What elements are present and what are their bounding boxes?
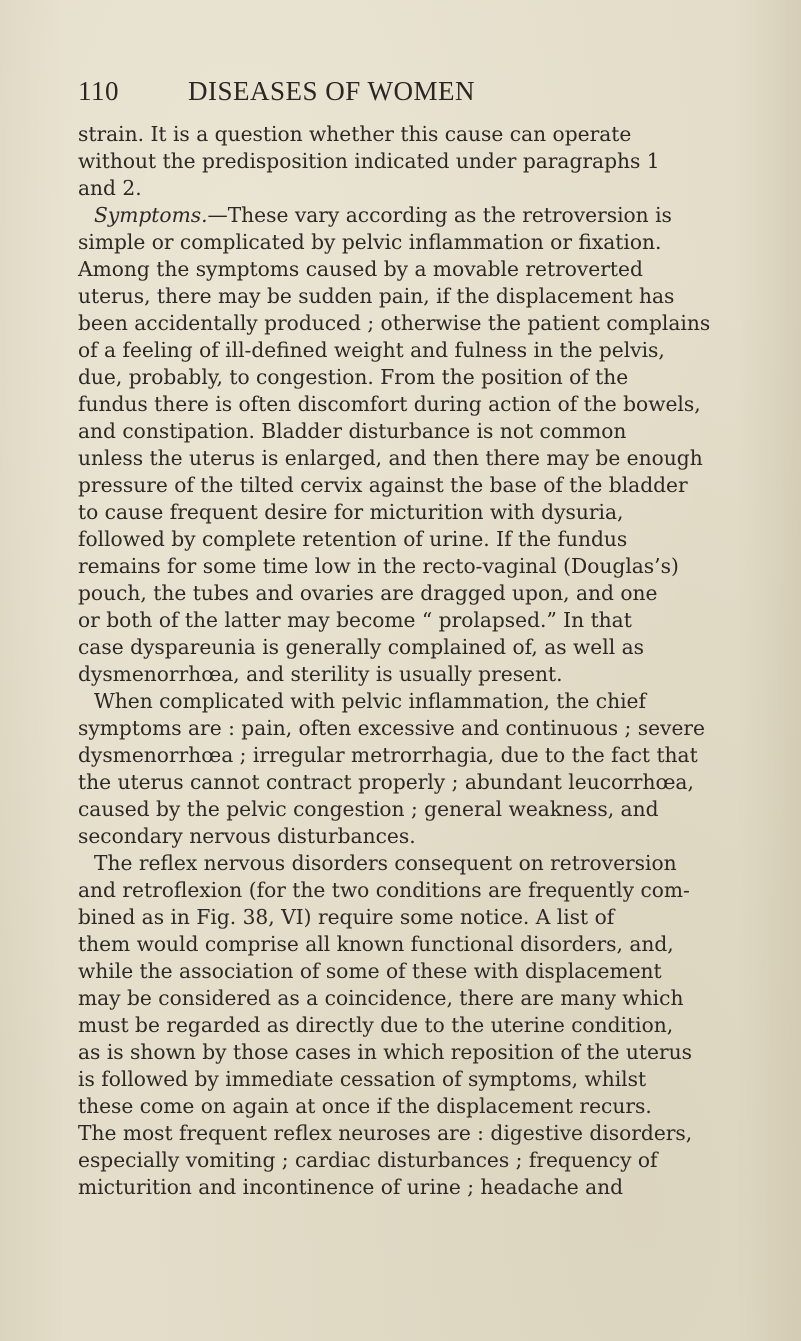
text-line: them would comprise all known functional disorders, and, — [78, 932, 674, 956]
text-line: case dyspareunia is generally complained of, as well as — [78, 635, 644, 659]
text-line: strain. It is a question whether this cause can operate — [78, 122, 632, 146]
text-line: these come on again at once if the displacement recurs. — [78, 1094, 652, 1118]
page-number: 110 — [78, 76, 119, 106]
text-line: The most frequent reflex neuroses are : digestive disorders, — [78, 1121, 693, 1145]
text-line: dysmenorrhœa ; irregular metrorrhagia, due to the fact that — [78, 743, 698, 767]
text-line: without the predisposition indicated under paragraphs 1 — [78, 149, 660, 173]
text-line: been accidentally produced ; otherwise the patient complains — [78, 311, 711, 335]
text-line: uterus, there may be sudden pain, if the displacement has — [78, 284, 675, 308]
text-line: as is shown by those cases in which reposition of the uterus — [78, 1040, 692, 1064]
text-line: pouch, the tubes and ovaries are dragged upon, and one — [78, 581, 658, 605]
running-title: DISEASES OF WOMEN — [188, 76, 476, 106]
text-line: followed by complete retention of urine. If the fundus — [78, 527, 628, 551]
text-line: due, probably, to congestion. From the position of the — [78, 365, 629, 389]
text-line: unless the uterus is enlarged, and then there may be enough — [78, 446, 703, 470]
text-line: micturition and incontinence of urine ; headache and — [78, 1175, 624, 1199]
text-line: symptoms are : pain, often excessive and continuous ; severe — [78, 716, 705, 740]
paragraph-continuation — [78, 121, 660, 202]
text-line: bined as in Fig. 38, VI) require some notice. A list of — [78, 905, 615, 929]
text-line: simple or complicated by pelvic inflammation or fixation. — [78, 230, 662, 254]
body-text — [78, 121, 711, 1201]
text-line: remains for some time low in the recto-vaginal (Douglas’s) — [78, 554, 679, 578]
text-line: may be considered as a coincidence, there are many which — [78, 986, 684, 1010]
paragraph-reflex-disorders — [78, 850, 693, 1201]
text-line: The reflex nervous disorders consequent on retroversion — [94, 851, 677, 875]
text-line: and retroflexion (for the two conditions are frequently com- — [78, 878, 690, 902]
text-line: to cause frequent desire for micturition with dysuria, — [78, 500, 624, 524]
text-line: is followed by immediate cessation of symptoms, whilst — [78, 1067, 647, 1091]
text-line: secondary nervous disturbances. — [78, 824, 416, 848]
text-line: especially vomiting ; cardiac disturbances ; frequency of — [78, 1148, 658, 1172]
text-line: fundus there is often discomfort during action of the bowels, — [78, 392, 701, 416]
text-line: of a feeling of ill-defined weight and fulness in the pelvis, — [78, 338, 665, 362]
text-line: the uterus cannot contract properly ; abundant leucorrhœa, — [78, 770, 694, 794]
paragraph-symptoms — [78, 202, 711, 688]
paragraph-complications — [78, 688, 705, 850]
text-line: or both of the latter may become “ prolapsed.” In that — [78, 608, 632, 632]
text-line: must be regarded as directly due to the uterine condition, — [78, 1013, 674, 1037]
text-line: caused by the pelvic congestion ; general weakness, and — [78, 797, 659, 821]
text-line: while the association of some of these with displacement — [78, 959, 662, 983]
text-line: pressure of the tilted cervix against the base of the bladder — [78, 473, 688, 497]
text-line: Among the symptoms caused by a movable retroverted — [78, 257, 643, 281]
text-line-rest: —These vary according as the retroversion is — [207, 203, 672, 227]
running-head — [78, 76, 488, 116]
text-line: When complicated with pelvic inflammation, the chief — [94, 689, 646, 713]
text-line: dysmenorrhœa, and sterility is usually present. — [78, 662, 563, 686]
text-line: and 2. — [78, 176, 142, 200]
text-line-lead — [78, 202, 672, 229]
text-line: and constipation. Bladder disturbance is not common — [78, 419, 627, 443]
section-heading-italic: Symptoms. — [94, 203, 208, 227]
